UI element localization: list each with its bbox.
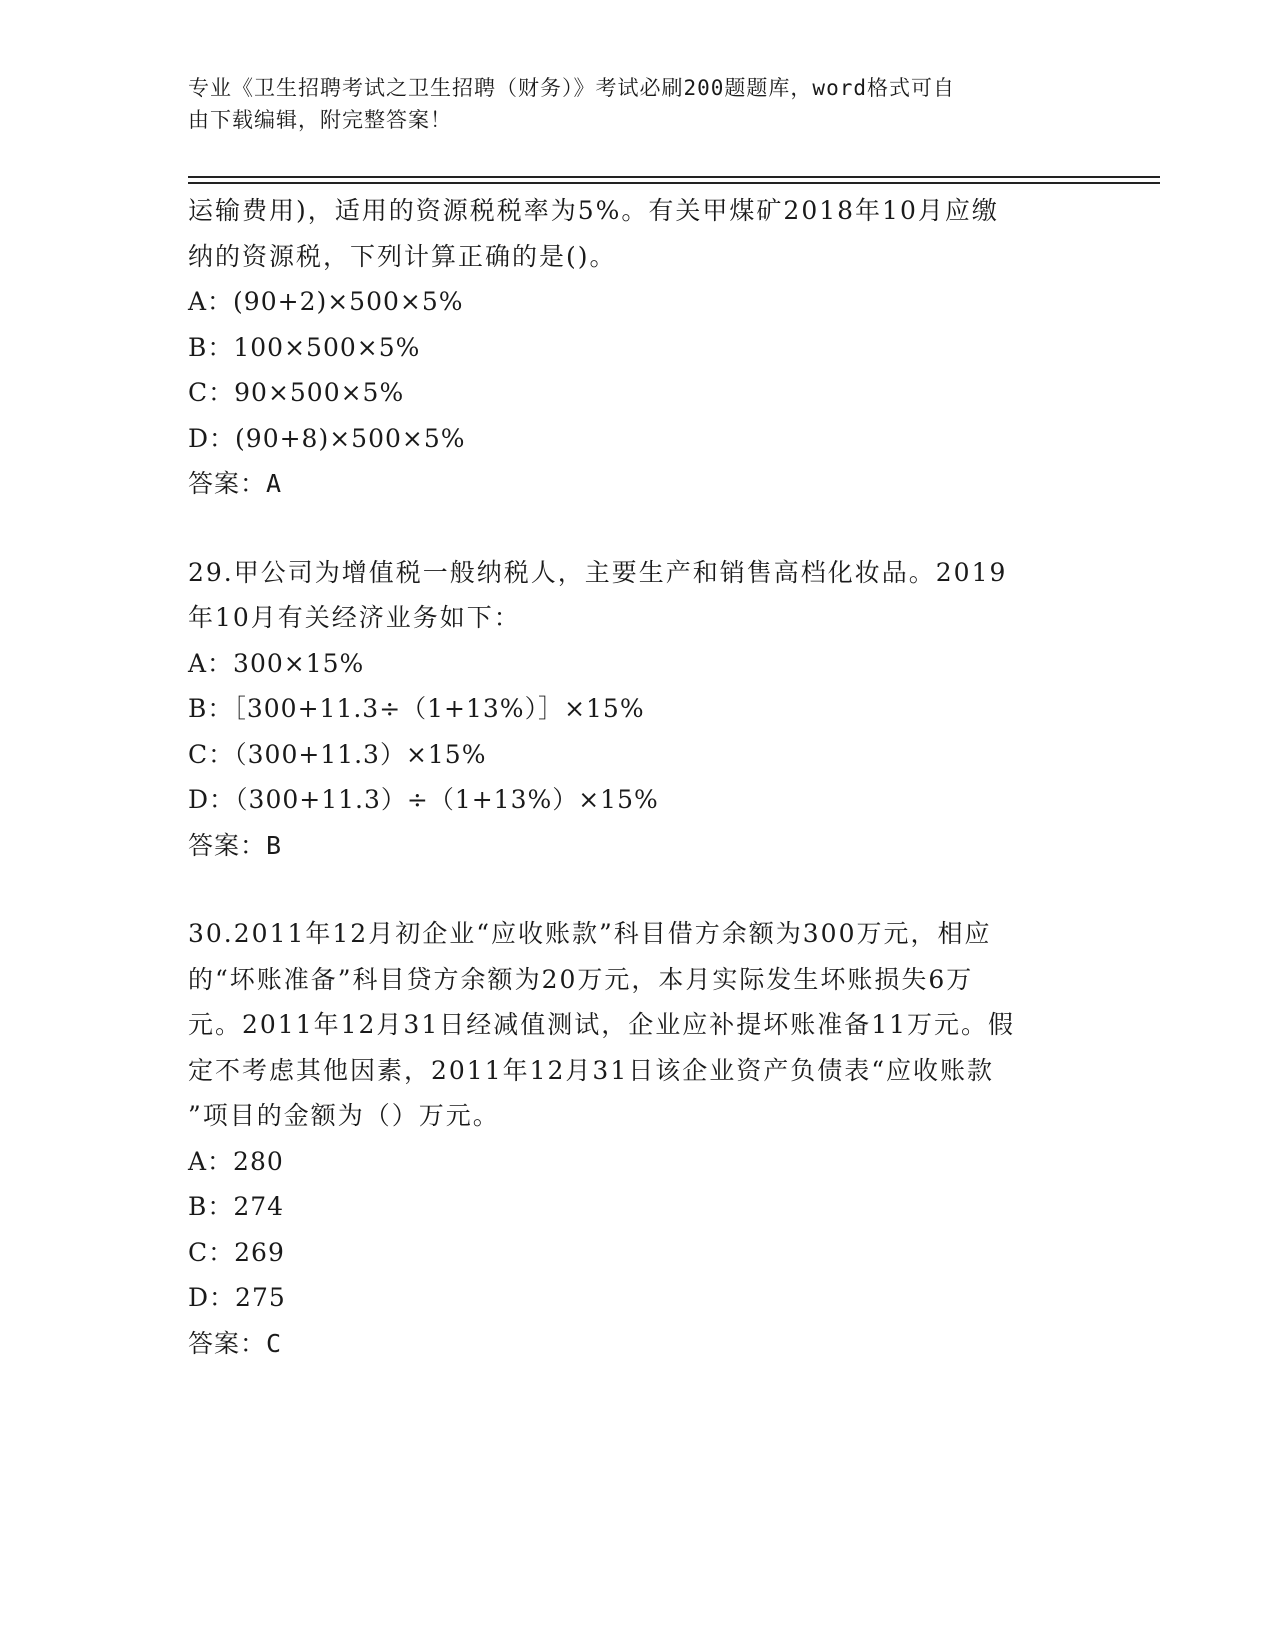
option-c: C：90×500×5% — [188, 378, 405, 407]
header-rule-top — [188, 176, 1160, 178]
question-28 — [188, 188, 1088, 507]
question-text-line: 29.甲公司为增值税一般纳税人，主要生产和销售高档化妆品。2019 — [188, 557, 1008, 587]
option-c: C：（300+11.3）×15% — [188, 739, 487, 769]
answer-line: 答案：C — [188, 1328, 283, 1358]
option-c: C：269 — [188, 1237, 285, 1267]
question-text-line: 30.2011年12月初企业“应收账款”科目借方余额为300万元，相应 — [188, 919, 992, 948]
option-b: B：［300+11.3÷（1+13%）］×15% — [188, 694, 645, 723]
option-d: D：275 — [188, 1283, 286, 1312]
option-b: B：274 — [188, 1192, 285, 1221]
option-a: A：(90+2)×500×5% — [188, 287, 464, 316]
option-a: A：280 — [188, 1146, 284, 1176]
option-a: A：300×15% — [188, 648, 365, 678]
header-line-1: 专业《卫生招聘考试之卫生招聘（财务）》考试必刷200题题库，word格式可自 — [188, 76, 955, 100]
question-text-line: 定不考虑其他因素，2011年12月31日该企业资产负债表“应收账款 — [188, 1055, 995, 1085]
question-text-line: 年10月有关经济业务如下： — [188, 603, 521, 632]
answer-line: 答案：B — [188, 830, 283, 860]
question-text-line: 的“坏账准备”科目贷方余额为20万元，本月实际发生坏账损失6万 — [188, 964, 974, 994]
option-b: B：100×500×5% — [188, 332, 421, 362]
question-text-line: 元。2011年12月31日经减值测试，企业应补提坏账准备11万元。假 — [188, 1010, 1016, 1039]
option-d: D：(90+8)×500×5% — [188, 423, 466, 453]
question-text-line: 纳的资源税，下列计算正确的是()。 — [188, 241, 617, 271]
answer-line: 答案：A — [188, 469, 283, 498]
question-text-line: ”项目的金额为（）万元。 — [188, 1101, 500, 1130]
question-content — [188, 188, 1088, 1366]
header-rule-bottom — [188, 182, 1160, 184]
document-header — [188, 72, 1068, 136]
question-text-line: 运输费用)，适用的资源税税率为5%。有关甲煤矿2018年10月应缴 — [188, 196, 999, 225]
question-30 — [188, 911, 1088, 1366]
header-line-2: 由下载编辑，附完整答案！ — [188, 108, 452, 132]
question-29 — [188, 550, 1088, 869]
option-d: D：（300+11.3）÷（1+13%）×15% — [188, 785, 659, 814]
